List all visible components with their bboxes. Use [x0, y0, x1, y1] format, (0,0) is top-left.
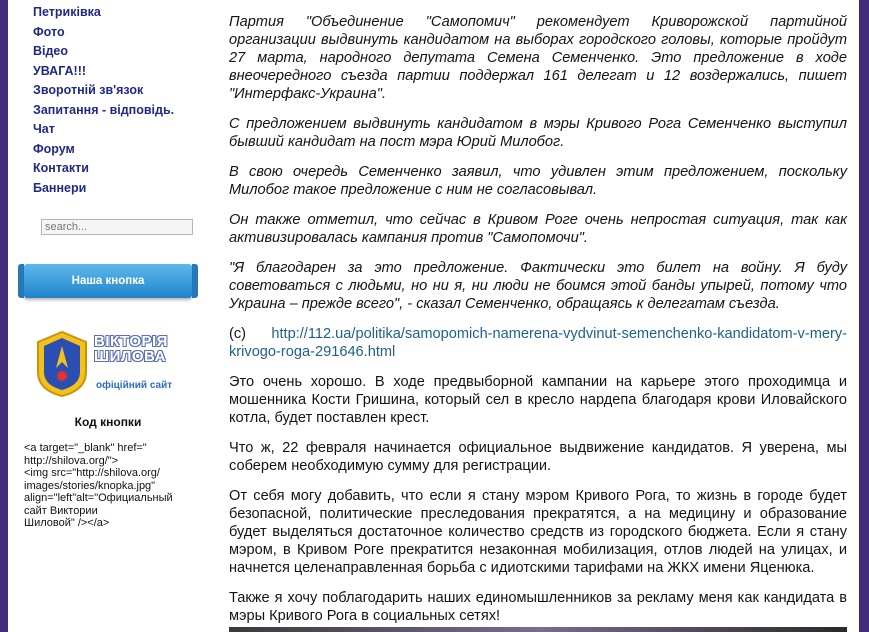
nav-item-forum[interactable]: Форум [33, 141, 75, 156]
nav-item-contacts[interactable]: Контакти [33, 161, 89, 175]
button-code-title: Код кнопки [74, 415, 142, 429]
logo-line-2: ШИЛОВА [94, 348, 166, 365]
source-line [229, 325, 847, 361]
logo-title [94, 334, 180, 364]
article-paragraph: Также я хочу поблагодарить наших единомышленников за рекламу меня как кандидата в мэры Кривого Рога в социальных сетях! [229, 590, 847, 624]
article-paragraph: "Я благодарен за это предложение. Фактически это билет на войну. Я буду советоваться с людьми, но ни я, ни люди не боимся этой банды упырей, потому что Украина – прежде всего", - сказал Семенченко, обращаясь к делегатам съезда. [229, 260, 847, 312]
article-paragraph: От себя могу добавить, что если я стану мэром Кривого Рога, то жизнь в городе будет безопасной, политические преследования прекратятся, а на медицину и образование будет выделяться достаточное количество средств из городского бюджета. Если я стану мэром, в Кривом Роге прекратится незаконная мобилизация, отлов людей на улицах, и начнется целенаправленная борьба с идиотскими тарифами на ЖКХ имени Яценюка. [229, 488, 847, 576]
sidebar [8, 0, 208, 632]
nav-item-attention[interactable]: УВАГА!!! [33, 63, 87, 78]
nav-item-feedback[interactable]: Зворотній зв'язок [33, 83, 144, 97]
logo-line-1: ВІКТОРІЯ [94, 333, 168, 350]
nav-item-banners[interactable]: Баннери [33, 180, 87, 195]
search-input[interactable] [41, 219, 193, 235]
article-paragraph: Что ж, 22 февраля начинается официальное выдвижение кандидатов. Я уверена, мы соберем необходимую сумму для регистрации. [229, 440, 847, 474]
article-paragraph: С предложением выдвинуть кандидатом в мэры Кривого Рога Семенченко выступил бывший кандидат на пост мэра Юрий Милобог. [229, 116, 847, 150]
nav-item-photo[interactable]: Фото [33, 24, 65, 39]
coat-of-arms-icon [34, 328, 90, 398]
source-prefix: (с) [229, 326, 247, 342]
article-image [229, 627, 847, 632]
source-link[interactable]: http://112.ua/politika/samopomich-namerena-vydvinut-semenchenko-kandidatom-v-mery-krivogo-roga-291646.html [229, 326, 847, 360]
article-body [229, 13, 847, 632]
article-paragraph: Партия "Объединение "Самопомич" рекомендует Криворожской партийной организации выдвинуть кандидатом на выборах городского головы, которые пройдут 27 марта, народного депутата Семена Семенченко. Это предложение в ходе внеочередного съезда партии поддержал 161 делегат и 12 воздержались, пишет "Интерфакс-Украина". [229, 14, 847, 102]
sidebar-menu [33, 3, 174, 198]
button-code-snippet: <a target="_blank" href=" http://shilova.org/"> <img src="http://shilova.org/ images/stories/knopka.jpg" align="left"alt="Официальный сайт Виктории Шиловой" /></a> [24, 442, 173, 529]
article-paragraph: В свою очередь Семенченко заявил, что удивлен этим предложением, поскольку Милобог такое предложение с ним не согласовывал. [229, 164, 847, 198]
nav-item-chat[interactable]: Чат [33, 122, 55, 136]
nav-item-qa[interactable]: Запитання - відповідь. [33, 102, 175, 117]
logo-caption: офіційний сайт [96, 380, 173, 391]
shilova-logo-banner[interactable] [34, 328, 174, 398]
page-frame [8, 0, 859, 632]
nav-item-video[interactable]: Відео [33, 44, 69, 58]
article-paragraph: Он также отметил, что сейчас в Кривом Роге очень непростая ситуация, так как активизировалась кампания против "Самопомочи". [229, 212, 847, 246]
our-button-banner[interactable]: Наша кнопка [24, 264, 192, 298]
nav-item-petrykivka[interactable]: Петриківка [33, 5, 101, 19]
article-paragraph: Это очень хорошо. В ходе предвыборной кампании на карьере этого проходимца и мошенника Кости Гришина, который сел в кресло нардепа благодаря крови Иловайского котла, будет поставлен крест. [229, 374, 847, 426]
